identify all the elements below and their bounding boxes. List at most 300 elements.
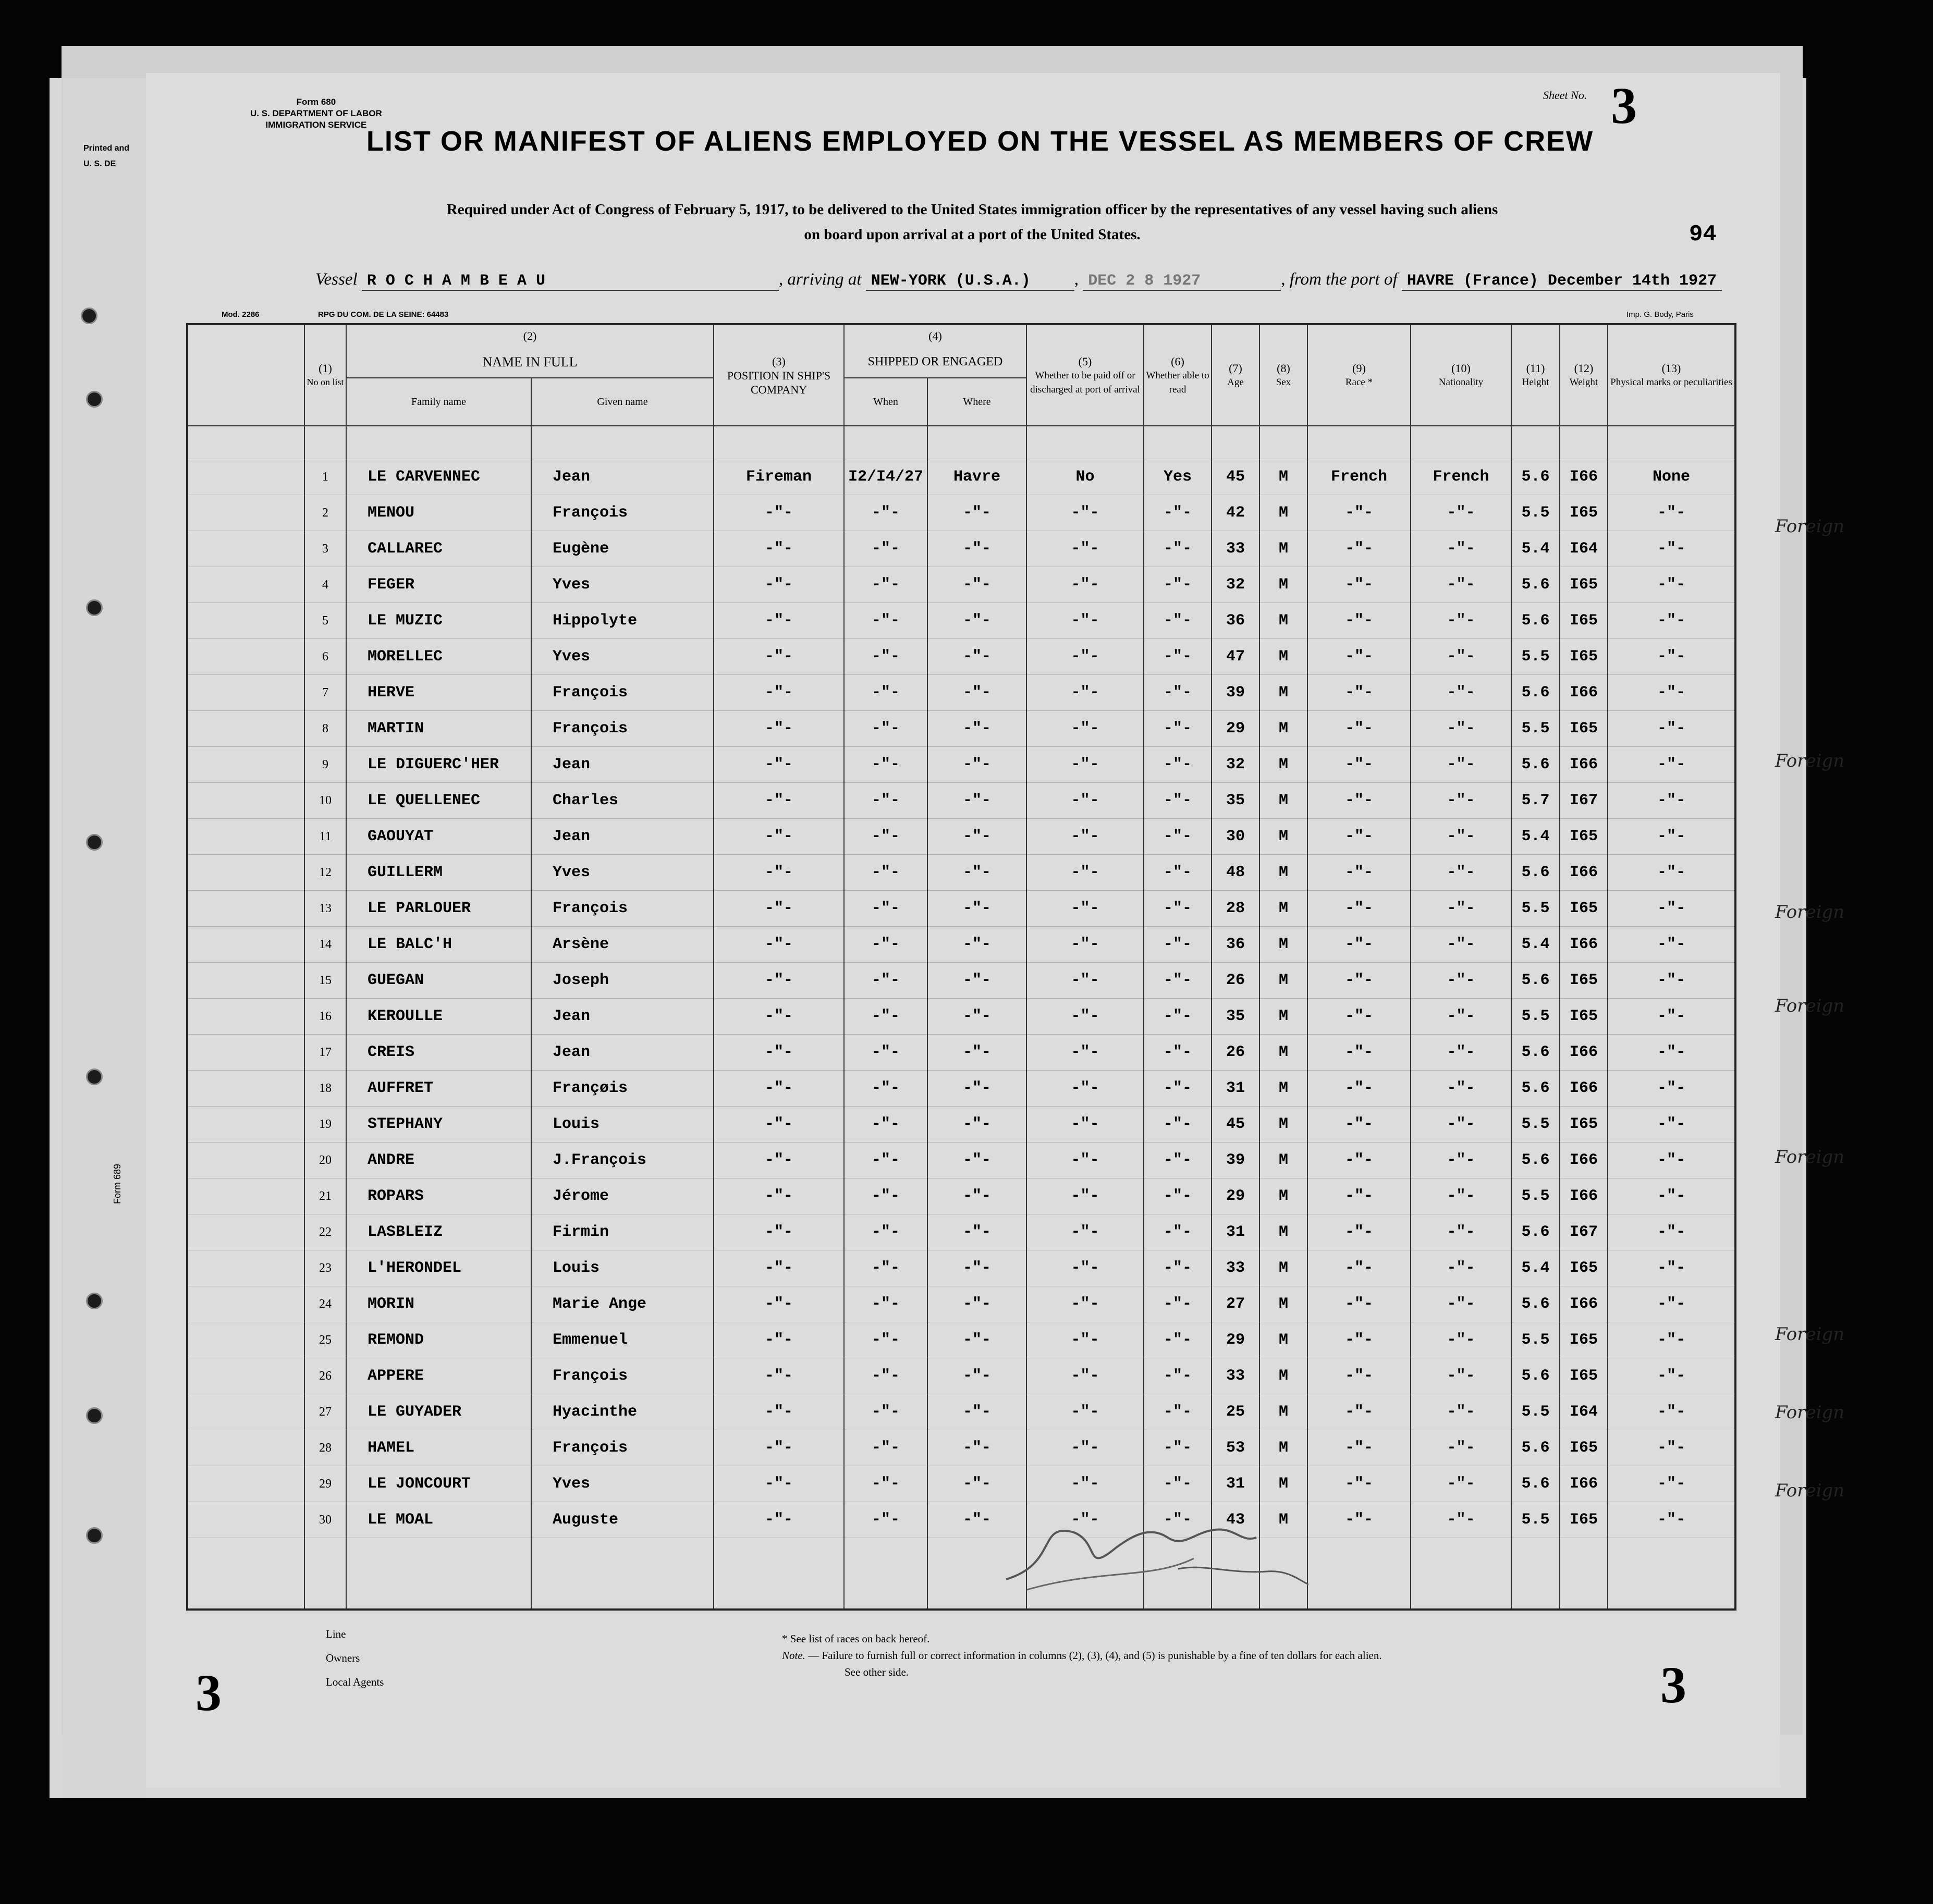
local-agents-label: Local Agents [326, 1676, 384, 1688]
age-cell: 43 [1212, 1502, 1259, 1538]
table-row [187, 639, 1735, 675]
table-row [187, 999, 1735, 1035]
shipped-when-cell: -"- [844, 1466, 927, 1502]
weight-cell: I65 [1560, 711, 1608, 747]
able-to-read-cell: -"- [1144, 1358, 1212, 1394]
physical-marks-cell: -"- [1608, 1250, 1735, 1286]
age-cell: 35 [1212, 999, 1259, 1035]
age-cell: 30 [1212, 819, 1259, 855]
row-number-cell: 20 [304, 1143, 346, 1178]
shipped-when-cell: -"- [844, 603, 927, 639]
shipped-when-cell: -"- [844, 1322, 927, 1358]
shipped-when-cell: -"- [844, 1178, 927, 1214]
races-note: * See list of races on back hereof. [782, 1632, 930, 1645]
margin-note: Foreign [1775, 1147, 1845, 1168]
race-cell: -"- [1307, 963, 1411, 999]
punch-hole [86, 599, 103, 616]
margin-note: Foreign [1775, 902, 1845, 923]
sex-cell: M [1259, 495, 1307, 531]
position-cell: Fireman [714, 459, 844, 495]
able-to-read-cell: -"- [1144, 747, 1212, 783]
sex-cell: M [1259, 963, 1307, 999]
race-cell: -"- [1307, 1322, 1411, 1358]
position-cell: -"- [714, 819, 844, 855]
table-row [187, 1430, 1735, 1466]
table-row [187, 603, 1735, 639]
height-cell: 5.5 [1511, 639, 1560, 675]
table-row [187, 1107, 1735, 1143]
side-strip [63, 78, 146, 1798]
crew-manifest-table [186, 323, 1736, 1611]
given-name-cell: Jean [531, 747, 714, 783]
margin-note: Foreign [1775, 1324, 1845, 1345]
family-name-cell: LE MOAL [346, 1502, 531, 1538]
physical-marks-cell: -"- [1608, 495, 1735, 531]
physical-marks-cell: -"- [1608, 855, 1735, 891]
row-number-cell: 28 [304, 1430, 346, 1466]
height-cell: 5.6 [1511, 747, 1560, 783]
manifest-rows [187, 426, 1735, 1610]
header-paid-off: (5) Whether to be paid off or discharged at port of arrival [1026, 324, 1144, 426]
sex-cell: M [1259, 639, 1307, 675]
family-name-cell: KEROULLE [346, 999, 531, 1035]
row-number-cell: 13 [304, 891, 346, 927]
height-cell: 5.5 [1511, 1178, 1560, 1214]
height-cell: 5.6 [1511, 1035, 1560, 1071]
subtitle-line-1: Required under Act of Congress of February 5, 1917, to be delivered to the United States immigration officer by the representatives of any vessel having such aliens [446, 201, 1498, 218]
header-col2-num: (2) [346, 324, 714, 346]
able-to-read-cell: -"- [1144, 1286, 1212, 1322]
department: U. S. DEPARTMENT OF LABOR [250, 108, 382, 118]
shipped-where-cell: Havre [927, 459, 1026, 495]
nationality-cell: -"- [1411, 819, 1511, 855]
weight-cell: I65 [1560, 963, 1608, 999]
mod-number: Mod. 2286 [222, 310, 260, 319]
sex-cell: M [1259, 1250, 1307, 1286]
punch-hole [86, 1527, 103, 1544]
table-row [187, 1178, 1735, 1214]
age-cell: 29 [1212, 1322, 1259, 1358]
rpg-number: RPG DU COM. DE LA SEINE: 64483 [318, 310, 449, 319]
sex-cell: M [1259, 1430, 1307, 1466]
weight-cell: I65 [1560, 1250, 1608, 1286]
family-name-cell: GUEGAN [346, 963, 531, 999]
age-cell: 33 [1212, 1250, 1259, 1286]
race-cell: -"- [1307, 675, 1411, 711]
shipped-where-cell: -"- [927, 1035, 1026, 1071]
paid-off-cell: -"- [1026, 963, 1144, 999]
weight-cell: I65 [1560, 1107, 1608, 1143]
vessel-line: Vessel R O C H A M B E A U , arriving at NEW-YORK (U.S.A.) , DEC 2 8 1927 , from the port of HAVRE (France) December 14th 1927 [315, 270, 1744, 291]
age-cell: 45 [1212, 1107, 1259, 1143]
header-race: (9) Race * [1307, 324, 1411, 426]
given-name-cell: Hyacinthe [531, 1394, 714, 1430]
sex-cell: M [1259, 1107, 1307, 1143]
sheet-label: Sheet No. [1543, 89, 1587, 102]
paid-off-cell: -"- [1026, 1143, 1144, 1178]
able-to-read-cell: -"- [1144, 1430, 1212, 1466]
family-name-cell: CALLAREC [346, 531, 531, 567]
header-age: (7) Age [1212, 324, 1259, 426]
physical-marks-cell: -"- [1608, 1502, 1735, 1538]
position-cell: -"- [714, 1071, 844, 1107]
nationality-cell: -"- [1411, 711, 1511, 747]
age-cell: 29 [1212, 711, 1259, 747]
margin-cell [187, 459, 304, 495]
punch-hole [86, 1068, 103, 1085]
row-number-cell: 30 [304, 1502, 346, 1538]
header-family-name: Family name [346, 378, 531, 426]
paid-off-cell: -"- [1026, 1394, 1144, 1430]
given-name-cell: Firmin [531, 1214, 714, 1250]
age-cell: 39 [1212, 1143, 1259, 1178]
given-name-cell: Hippolyte [531, 603, 714, 639]
nationality-cell: -"- [1411, 1250, 1511, 1286]
table-row [187, 819, 1735, 855]
race-cell: -"- [1307, 891, 1411, 927]
sex-cell: M [1259, 1466, 1307, 1502]
footer-note [782, 1630, 1382, 1680]
race-cell: -"- [1307, 1035, 1411, 1071]
shipped-where-cell: -"- [927, 1214, 1026, 1250]
row-number-cell: 21 [304, 1178, 346, 1214]
filler-cell [187, 1538, 304, 1610]
table-row [187, 891, 1735, 927]
race-cell: -"- [1307, 855, 1411, 891]
table-row [187, 1071, 1735, 1107]
table-row [187, 855, 1735, 891]
weight-cell: I65 [1560, 1358, 1608, 1394]
shipped-when-cell: -"- [844, 891, 927, 927]
height-cell: 5.5 [1511, 999, 1560, 1035]
sex-cell: M [1259, 711, 1307, 747]
physical-marks-cell: -"- [1608, 675, 1735, 711]
position-cell: -"- [714, 711, 844, 747]
shipped-where-cell: -"- [927, 1466, 1026, 1502]
margin-cell [187, 1250, 304, 1286]
margin-cell [187, 891, 304, 927]
able-to-read-cell: -"- [1144, 639, 1212, 675]
nationality-cell: -"- [1411, 999, 1511, 1035]
sex-cell: M [1259, 1214, 1307, 1250]
punch-hole [86, 1407, 103, 1424]
weight-cell: I65 [1560, 1502, 1608, 1538]
nationality-cell: -"- [1411, 891, 1511, 927]
age-cell: 53 [1212, 1430, 1259, 1466]
punch-hole [86, 391, 103, 408]
margin-cell [187, 603, 304, 639]
height-cell: 5.6 [1511, 603, 1560, 639]
race-cell: -"- [1307, 1358, 1411, 1394]
race-cell: -"- [1307, 1250, 1411, 1286]
spacer-row [187, 426, 1735, 459]
age-cell: 35 [1212, 783, 1259, 819]
subtitle [282, 197, 1663, 247]
header-given-name: Given name [531, 378, 714, 426]
margin-cell [187, 1143, 304, 1178]
family-name-cell: CREIS [346, 1035, 531, 1071]
margin-cell [187, 531, 304, 567]
sex-cell: M [1259, 567, 1307, 603]
margin-cell [187, 747, 304, 783]
margin-note: Foreign [1775, 996, 1845, 1016]
weight-cell: I65 [1560, 819, 1608, 855]
age-cell: 42 [1212, 495, 1259, 531]
position-cell: -"- [714, 855, 844, 891]
sex-cell: M [1259, 747, 1307, 783]
position-cell: -"- [714, 1502, 844, 1538]
physical-marks-cell: -"- [1608, 999, 1735, 1035]
race-cell: -"- [1307, 1394, 1411, 1430]
row-number-cell: 19 [304, 1107, 346, 1143]
race-cell: -"- [1307, 1214, 1411, 1250]
owners-label: Owners [326, 1652, 360, 1664]
given-name-cell: Jérome [531, 1178, 714, 1214]
punch-hole [86, 834, 103, 851]
left-printed-text [83, 141, 129, 172]
margin-header [187, 324, 304, 426]
physical-marks-cell: -"- [1608, 819, 1735, 855]
given-name-cell: Yves [531, 639, 714, 675]
sex-cell: M [1259, 1322, 1307, 1358]
margin-cell [187, 711, 304, 747]
able-to-read-cell: -"- [1144, 1035, 1212, 1071]
weight-cell: I64 [1560, 531, 1608, 567]
service: IMMIGRATION SERVICE [265, 120, 367, 130]
margin-cell [187, 495, 304, 531]
table-row [187, 459, 1735, 495]
row-number-cell: 6 [304, 639, 346, 675]
able-to-read-cell: -"- [1144, 567, 1212, 603]
shipped-when-cell: -"- [844, 1143, 927, 1178]
height-cell: 5.6 [1511, 1286, 1560, 1322]
filler-cell [1608, 1538, 1735, 1610]
row-number-cell: 29 [304, 1466, 346, 1502]
shipped-when-cell: -"- [844, 531, 927, 567]
sex-cell: M [1259, 1502, 1307, 1538]
able-to-read-cell: -"- [1144, 927, 1212, 963]
age-cell: 39 [1212, 675, 1259, 711]
table-row [187, 567, 1735, 603]
shipped-where-cell: -"- [927, 1071, 1026, 1107]
family-name-cell: LASBLEIZ [346, 1214, 531, 1250]
given-name-cell: Yves [531, 567, 714, 603]
age-cell: 31 [1212, 1466, 1259, 1502]
nationality-cell: -"- [1411, 855, 1511, 891]
arriving-label: arriving at [787, 270, 862, 289]
shipped-when-cell: -"- [844, 927, 927, 963]
filler-cell [714, 1538, 844, 1610]
height-cell: 5.6 [1511, 963, 1560, 999]
physical-marks-cell: -"- [1608, 1143, 1735, 1178]
age-cell: 36 [1212, 927, 1259, 963]
shipped-where-cell: -"- [927, 783, 1026, 819]
nationality-cell: French [1411, 459, 1511, 495]
family-name-cell: APPERE [346, 1358, 531, 1394]
shipped-when-cell: -"- [844, 1286, 927, 1322]
punch-hole [81, 308, 97, 324]
age-cell: 29 [1212, 1178, 1259, 1214]
shipped-where-cell: -"- [927, 963, 1026, 999]
physical-marks-cell: -"- [1608, 747, 1735, 783]
table-row [187, 747, 1735, 783]
family-name-cell: LE JONCOURT [346, 1466, 531, 1502]
race-cell: -"- [1307, 1466, 1411, 1502]
able-to-read-cell: -"- [1144, 1322, 1212, 1358]
race-cell: -"- [1307, 603, 1411, 639]
race-cell: -"- [1307, 819, 1411, 855]
given-name-cell: Charles [531, 783, 714, 819]
left-printed-line-1: Printed and [83, 144, 130, 153]
race-cell: -"- [1307, 1502, 1411, 1538]
age-cell: 28 [1212, 891, 1259, 927]
shipped-where-cell: -"- [927, 1322, 1026, 1358]
header-physical-marks: (13) Physical marks or peculiarities [1608, 324, 1735, 426]
header-height: (11) Height [1511, 324, 1560, 426]
nationality-cell: -"- [1411, 1430, 1511, 1466]
shipped-where-cell: -"- [927, 1107, 1026, 1143]
physical-marks-cell: None [1608, 459, 1735, 495]
paid-off-cell: -"- [1026, 1250, 1144, 1286]
height-cell: 5.4 [1511, 819, 1560, 855]
filler-cell [1411, 1538, 1511, 1610]
shipped-where-cell: -"- [927, 999, 1026, 1035]
given-name-cell: Joseph [531, 963, 714, 999]
row-number-cell: 18 [304, 1071, 346, 1107]
family-name-cell: AUFFRET [346, 1071, 531, 1107]
sex-cell: M [1259, 891, 1307, 927]
row-number-cell: 11 [304, 819, 346, 855]
position-cell: -"- [714, 1250, 844, 1286]
margin-cell [187, 1107, 304, 1143]
shipped-where-cell: -"- [927, 711, 1026, 747]
given-name-cell: Yves [531, 1466, 714, 1502]
given-name-cell: Louis [531, 1250, 714, 1286]
able-to-read-cell: -"- [1144, 495, 1212, 531]
row-number-cell: 22 [304, 1214, 346, 1250]
margin-cell [187, 639, 304, 675]
footer-sheet-number-left: 3 [195, 1664, 222, 1722]
height-cell: 5.5 [1511, 1502, 1560, 1538]
weight-cell: I66 [1560, 1143, 1608, 1178]
physical-marks-cell: -"- [1608, 1286, 1735, 1322]
sex-cell: M [1259, 1143, 1307, 1178]
age-cell: 25 [1212, 1394, 1259, 1430]
shipped-where-cell: -"- [927, 855, 1026, 891]
shipped-where-cell: -"- [927, 1394, 1026, 1430]
header-when: When [844, 378, 927, 426]
note-label: Note. [782, 1649, 805, 1662]
nationality-cell: -"- [1411, 1502, 1511, 1538]
nationality-cell: -"- [1411, 1466, 1511, 1502]
age-cell: 45 [1212, 459, 1259, 495]
age-cell: 33 [1212, 1358, 1259, 1394]
able-to-read-cell: -"- [1144, 603, 1212, 639]
shipped-where-cell: -"- [927, 1143, 1026, 1178]
paid-off-cell: -"- [1026, 495, 1144, 531]
position-cell: -"- [714, 603, 844, 639]
family-name-cell: GAOUYAT [346, 819, 531, 855]
able-to-read-cell: Yes [1144, 459, 1212, 495]
paid-off-cell: -"- [1026, 1358, 1144, 1394]
from-label: from the port of [1289, 270, 1398, 289]
header-shipped-engaged: SHIPPED OR ENGAGED [844, 346, 1026, 378]
filler-cell [304, 1538, 346, 1610]
able-to-read-cell: -"- [1144, 999, 1212, 1035]
weight-cell: I65 [1560, 567, 1608, 603]
filler-cell [844, 1538, 927, 1610]
age-cell: 31 [1212, 1071, 1259, 1107]
vessel-label: Vessel [315, 270, 358, 289]
position-cell: -"- [714, 675, 844, 711]
paid-off-cell: -"- [1026, 567, 1144, 603]
arrival-date-stamp: DEC 2 8 1927 [1083, 272, 1281, 291]
position-cell: -"- [714, 1286, 844, 1322]
physical-marks-cell: -"- [1608, 603, 1735, 639]
family-name-cell: ROPARS [346, 1178, 531, 1214]
margin-cell [187, 1322, 304, 1358]
height-cell: 5.7 [1511, 783, 1560, 819]
form-number: Form 680 [296, 97, 336, 107]
header-weight: (12) Weight [1560, 324, 1608, 426]
sheet-number: 3 [1611, 77, 1637, 134]
height-cell: 5.5 [1511, 1394, 1560, 1430]
footer-sheet-number-right: 3 [1660, 1656, 1686, 1714]
row-number-cell: 15 [304, 963, 346, 999]
shipped-when-cell: -"- [844, 963, 927, 999]
physical-marks-cell: -"- [1608, 639, 1735, 675]
nationality-cell: -"- [1411, 1322, 1511, 1358]
shipped-when-cell: -"- [844, 1214, 927, 1250]
physical-marks-cell: -"- [1608, 1214, 1735, 1250]
shipped-where-cell: -"- [927, 1430, 1026, 1466]
nationality-cell: -"- [1411, 1107, 1511, 1143]
header-name-in-full: NAME IN FULL [346, 346, 714, 378]
margin-note: Foreign [1775, 751, 1845, 771]
nationality-cell: -"- [1411, 783, 1511, 819]
table-row [187, 531, 1735, 567]
physical-marks-cell: -"- [1608, 1035, 1735, 1071]
line-label: Line [326, 1628, 346, 1640]
able-to-read-cell: -"- [1144, 1466, 1212, 1502]
weight-cell: I67 [1560, 1214, 1608, 1250]
family-name-cell: STEPHANY [346, 1107, 531, 1143]
shipped-when-cell: -"- [844, 1394, 927, 1430]
margin-cell [187, 1502, 304, 1538]
position-cell: -"- [714, 1358, 844, 1394]
position-cell: -"- [714, 1394, 844, 1430]
height-cell: 5.6 [1511, 1430, 1560, 1466]
position-cell: -"- [714, 891, 844, 927]
height-cell: 5.6 [1511, 567, 1560, 603]
margin-note: Foreign [1775, 1402, 1845, 1423]
header-sex: (8) Sex [1259, 324, 1307, 426]
nationality-cell: -"- [1411, 1358, 1511, 1394]
race-cell: -"- [1307, 747, 1411, 783]
header-where: Where [927, 378, 1026, 426]
shipped-when-cell: I2/I4/27 [844, 459, 927, 495]
physical-marks-cell: -"- [1608, 891, 1735, 927]
margin-cell [187, 1035, 304, 1071]
race-cell: -"- [1307, 1430, 1411, 1466]
nationality-cell: -"- [1411, 603, 1511, 639]
weight-cell: I66 [1560, 675, 1608, 711]
shipped-when-cell: -"- [844, 999, 927, 1035]
race-cell: French [1307, 459, 1411, 495]
family-name-cell: LE QUELLENEC [346, 783, 531, 819]
position-cell: -"- [714, 1107, 844, 1143]
paid-off-cell: -"- [1026, 1107, 1144, 1143]
